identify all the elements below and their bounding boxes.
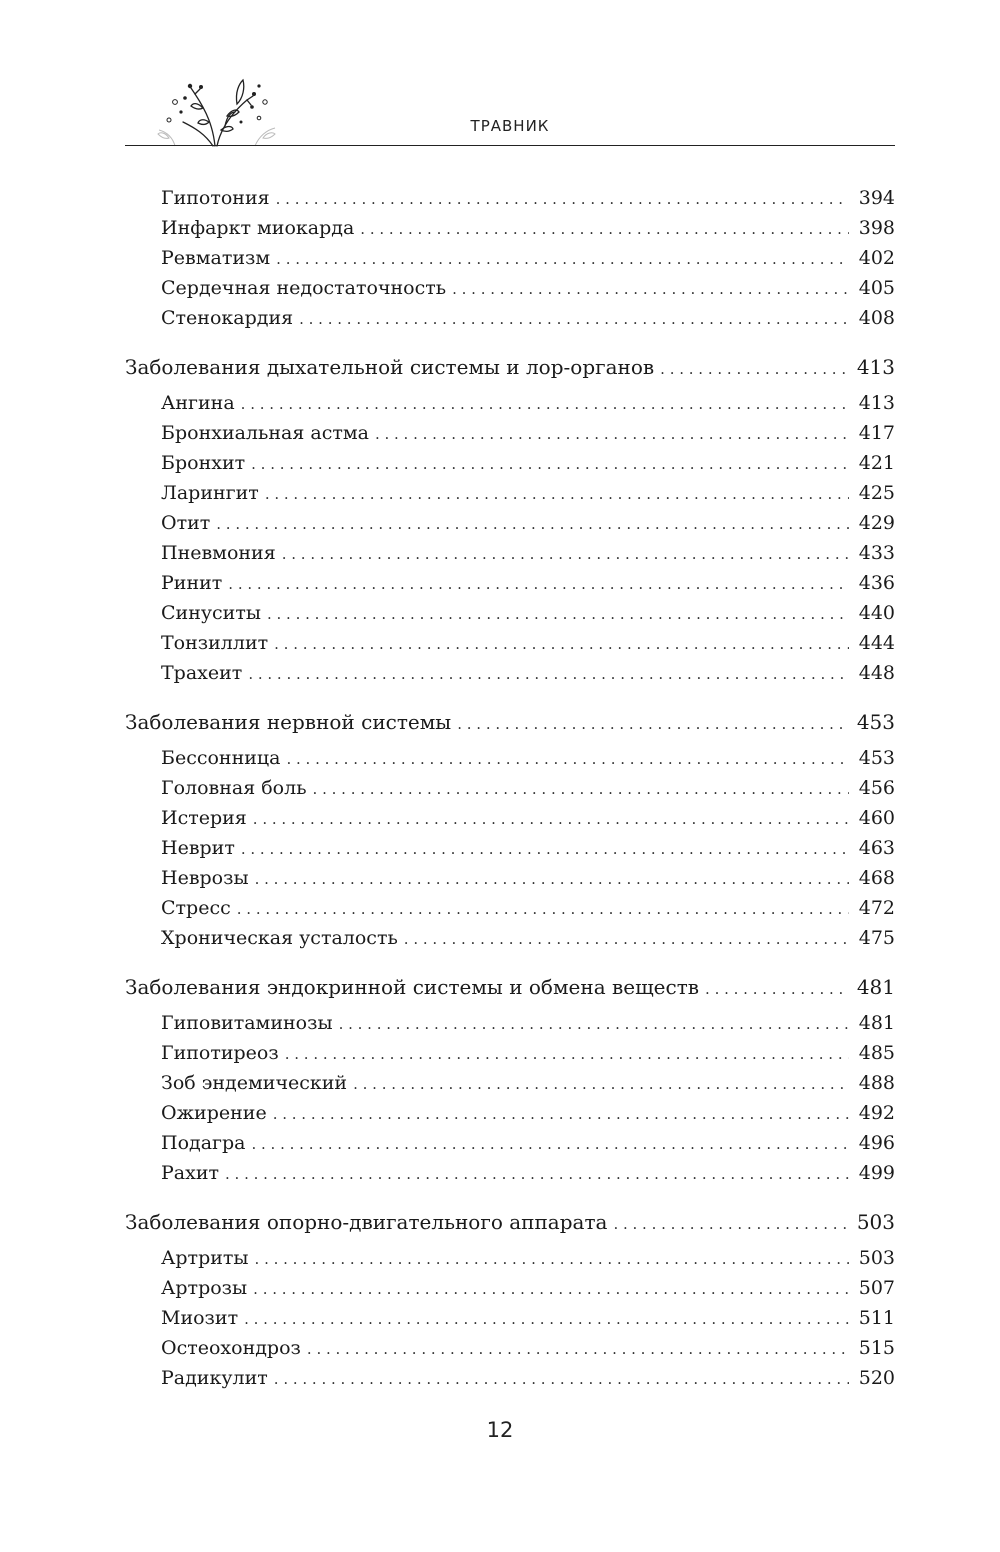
entry-page-number: 481 [858, 1012, 895, 1034]
toc-section-heading[interactable] [125, 972, 895, 1002]
toc-entry[interactable] [125, 833, 895, 863]
toc-entry[interactable] [125, 1273, 895, 1303]
dot-leader [457, 709, 847, 739]
entry-page-number: 425 [858, 482, 895, 504]
dot-leader [241, 389, 849, 419]
entry-page-number: 520 [858, 1367, 895, 1389]
dot-leader [276, 244, 849, 274]
dot-leader [274, 629, 849, 659]
entry-title: Стенокардия [161, 307, 294, 329]
dot-leader [282, 539, 849, 569]
dot-leader [237, 894, 849, 924]
entry-title: Заболевания дыхательной системы и лор-органов [125, 355, 655, 379]
dot-leader [255, 864, 849, 894]
entry-title: Тонзиллит [161, 632, 269, 654]
dot-leader [660, 354, 847, 384]
toc-entry[interactable] [125, 1303, 895, 1333]
entry-page-number: 488 [858, 1072, 895, 1094]
toc-entry[interactable] [125, 1128, 895, 1158]
entry-page-number: 481 [856, 975, 895, 999]
entry-page-number: 511 [858, 1307, 895, 1329]
dot-leader [299, 304, 849, 334]
toc-entry[interactable] [125, 1038, 895, 1068]
entry-page-number: 448 [858, 662, 895, 684]
entry-title: Ринит [161, 572, 223, 594]
entry-title: Заболевания эндокринной системы и обмена веществ [125, 975, 700, 999]
entry-title: Хроническая усталость [161, 927, 398, 949]
toc-entry[interactable] [125, 478, 895, 508]
entry-page-number: 444 [858, 632, 895, 654]
entry-page-number: 472 [858, 897, 895, 919]
entry-page-number: 475 [858, 927, 895, 949]
toc-entry[interactable] [125, 508, 895, 538]
dot-leader [452, 274, 849, 304]
entry-title: Ларингит [161, 482, 259, 504]
entry-title: Истерия [161, 807, 247, 829]
entry-title: Радикулит [161, 1367, 268, 1389]
entry-title: Зоб эндемический [161, 1072, 348, 1094]
toc-entry[interactable] [125, 388, 895, 418]
toc-entry[interactable] [125, 538, 895, 568]
dot-leader [276, 184, 849, 214]
entry-page-number: 507 [858, 1277, 895, 1299]
dot-leader [253, 804, 849, 834]
toc-section-heading[interactable] [125, 352, 895, 382]
dot-leader [307, 1334, 849, 1364]
entry-page-number: 413 [856, 355, 895, 379]
toc-entry[interactable] [125, 893, 895, 923]
dot-leader [353, 1069, 849, 1099]
dot-leader [285, 1039, 849, 1069]
dot-leader [404, 924, 849, 954]
entry-page-number: 408 [858, 307, 895, 329]
toc-entry[interactable] [125, 213, 895, 243]
dot-leader [241, 834, 849, 864]
entry-title: Гиповитаминозы [161, 1012, 333, 1034]
toc-section [125, 707, 895, 953]
toc-section-heading[interactable] [125, 1207, 895, 1237]
toc-entry[interactable] [125, 803, 895, 833]
toc-entry[interactable] [125, 628, 895, 658]
entry-page-number: 398 [858, 217, 895, 239]
toc-entry[interactable] [125, 448, 895, 478]
entry-title: Неврит [161, 837, 235, 859]
toc-entry[interactable] [125, 1363, 895, 1393]
toc-section [125, 972, 895, 1188]
dot-leader [251, 449, 849, 479]
entry-page-number: 515 [858, 1337, 895, 1359]
dot-leader [360, 214, 848, 244]
toc-entry[interactable] [125, 923, 895, 953]
entry-title: Гипотония [161, 187, 270, 209]
entry-title: Неврозы [161, 867, 249, 889]
toc-entry[interactable] [125, 1068, 895, 1098]
toc-entry[interactable] [125, 1008, 895, 1038]
dot-leader [244, 1304, 849, 1334]
toc-entry[interactable] [125, 243, 895, 273]
entry-page-number: 503 [856, 1210, 895, 1234]
entry-title: Инфаркт миокарда [161, 217, 355, 239]
herb-branch-icon [155, 72, 280, 148]
running-title: ТРАВНИК [470, 117, 550, 135]
entry-page-number: 421 [858, 452, 895, 474]
entry-page-number: 460 [858, 807, 895, 829]
dot-leader [705, 974, 847, 1004]
toc-entry[interactable] [125, 1243, 895, 1273]
page-header [125, 72, 895, 148]
entry-title: Заболевания опорно-двигательного аппарата [125, 1210, 608, 1234]
toc-entry[interactable] [125, 303, 895, 333]
entry-title: Бронхиальная астма [161, 422, 369, 444]
toc-entry[interactable] [125, 1098, 895, 1128]
dot-leader [248, 659, 848, 689]
toc-section-continued [125, 183, 895, 333]
table-of-contents [125, 183, 895, 1412]
entry-title: Гипотиреоз [161, 1042, 279, 1064]
dot-leader [267, 599, 849, 629]
entry-title: Заболевания нервной системы [125, 710, 452, 734]
dot-leader [225, 1159, 849, 1189]
entry-title: Пневмония [161, 542, 276, 564]
entry-page-number: 417 [858, 422, 895, 444]
entry-page-number: 394 [858, 187, 895, 209]
page-number: 12 [486, 1418, 514, 1442]
dot-leader [286, 744, 848, 774]
toc-entry[interactable] [125, 568, 895, 598]
entry-page-number: 405 [858, 277, 895, 299]
toc-section [125, 1207, 895, 1393]
toc-entry[interactable] [125, 1333, 895, 1363]
entry-page-number: 485 [858, 1042, 895, 1064]
toc-entry[interactable] [125, 863, 895, 893]
entry-title: Синуситы [161, 602, 261, 624]
entry-page-number: 463 [858, 837, 895, 859]
entry-page-number: 503 [858, 1247, 895, 1269]
dot-leader [255, 1244, 849, 1274]
toc-entry[interactable] [125, 183, 895, 213]
entry-title: Стресс [161, 897, 231, 919]
entry-title: Миозит [161, 1307, 239, 1329]
entry-title: Бессонница [161, 747, 281, 769]
entry-title: Ожирение [161, 1102, 267, 1124]
entry-title: Ревматизм [161, 247, 271, 269]
entry-page-number: 468 [858, 867, 895, 889]
dot-leader [228, 569, 848, 599]
dot-leader [265, 479, 849, 509]
entry-title: Ангина [161, 392, 235, 414]
dot-leader [274, 1364, 849, 1394]
entry-page-number: 402 [858, 247, 895, 269]
entry-page-number: 436 [858, 572, 895, 594]
entry-title: Артриты [161, 1247, 249, 1269]
toc-section [125, 352, 895, 688]
entry-page-number: 413 [858, 392, 895, 414]
toc-entry[interactable] [125, 598, 895, 628]
entry-page-number: 453 [856, 710, 895, 734]
entry-title: Головная боль [161, 777, 307, 799]
entry-title: Отит [161, 512, 211, 534]
dot-leader [613, 1209, 846, 1239]
toc-entry[interactable] [125, 1158, 895, 1188]
dot-leader [273, 1099, 849, 1129]
entry-page-number: 499 [858, 1162, 895, 1184]
toc-entry[interactable] [125, 773, 895, 803]
entry-page-number: 496 [858, 1132, 895, 1154]
entry-title: Рахит [161, 1162, 220, 1184]
entry-page-number: 433 [858, 542, 895, 564]
toc-entry[interactable] [125, 273, 895, 303]
dot-leader [313, 774, 849, 804]
entry-page-number: 453 [858, 747, 895, 769]
entry-page-number: 492 [858, 1102, 895, 1124]
entry-page-number: 429 [858, 512, 895, 534]
entry-page-number: 456 [858, 777, 895, 799]
entry-title: Подагра [161, 1132, 246, 1154]
dot-leader [251, 1129, 848, 1159]
header-rule [125, 145, 895, 146]
dot-leader [339, 1009, 849, 1039]
entry-page-number: 440 [858, 602, 895, 624]
dot-leader [216, 509, 848, 539]
dot-leader [253, 1274, 849, 1304]
dot-leader [375, 419, 849, 449]
entry-title: Бронхит [161, 452, 246, 474]
entry-title: Сердечная недостаточность [161, 277, 447, 299]
toc-entry[interactable] [125, 658, 895, 688]
entry-title: Артрозы [161, 1277, 248, 1299]
entry-title: Остеохондроз [161, 1337, 301, 1359]
entry-title: Трахеит [161, 662, 243, 684]
toc-entry[interactable] [125, 418, 895, 448]
toc-entry[interactable] [125, 743, 895, 773]
toc-section-heading[interactable] [125, 707, 895, 737]
